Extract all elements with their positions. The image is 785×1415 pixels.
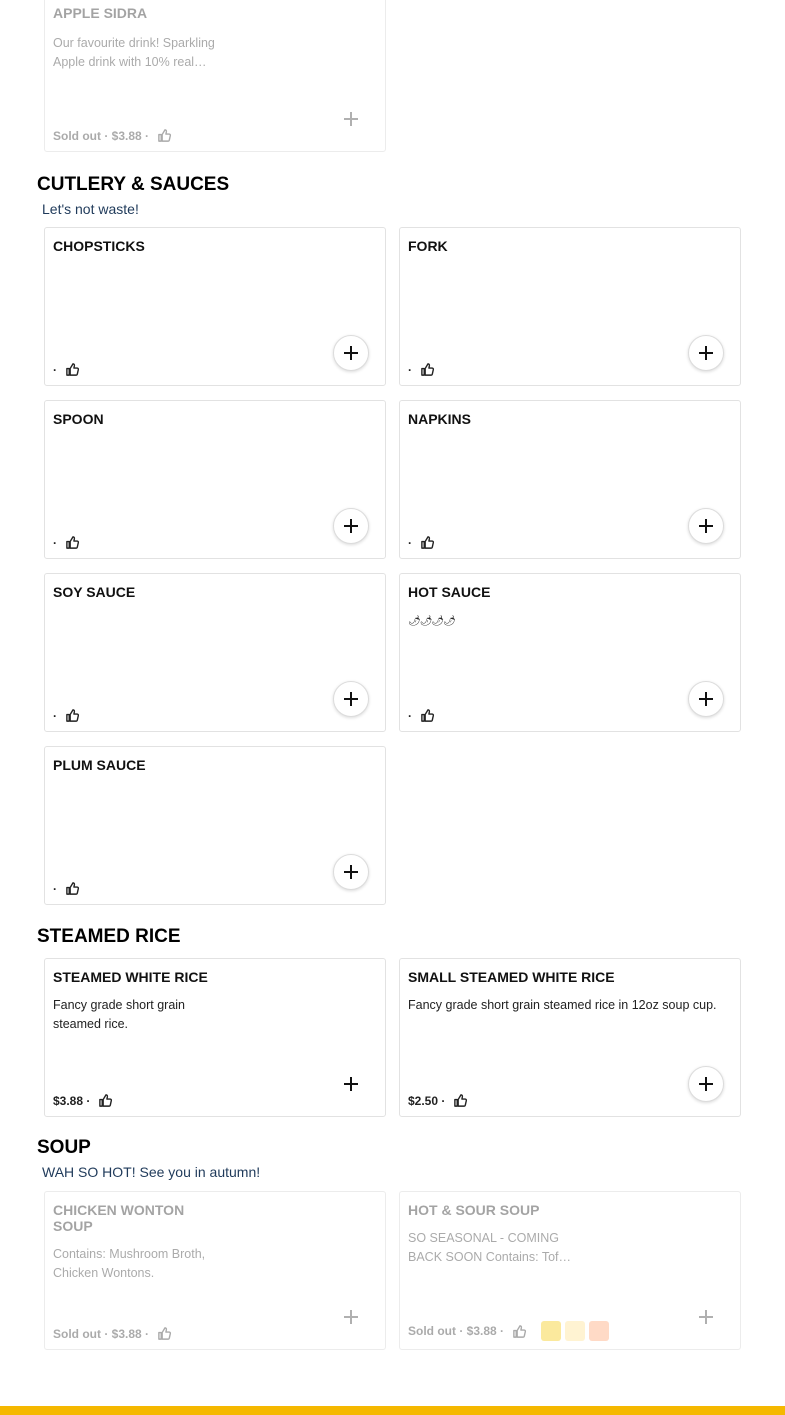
- section-title: CUTLERY & SAUCES: [37, 174, 230, 195]
- plus-icon: [698, 345, 714, 361]
- menu-item-card[interactable]: [44, 573, 386, 732]
- section-title: STEAMED RICE: [37, 926, 181, 947]
- item-description: Contains: Mushroom Broth, Chicken Wontons.: [53, 1247, 206, 1280]
- item-description: Our favourite drink! Sparkling Apple drink with 10% real…: [53, 36, 215, 69]
- item-price: $2.50 ·: [408, 1093, 446, 1108]
- item-title: HOT & SOUR SOUP: [408, 1202, 540, 1218]
- menu-item-card[interactable]: [399, 400, 741, 559]
- thumbs-up-icon[interactable]: [157, 1326, 172, 1341]
- item-title: SMALL STEAMED WHITE RICE: [408, 969, 615, 985]
- add-to-cart-button[interactable]: [688, 681, 724, 717]
- menu-item-card[interactable]: [44, 400, 386, 559]
- item-price: ·: [53, 708, 57, 723]
- add-to-cart-button[interactable]: [333, 508, 369, 544]
- item-title: NAPKINS: [408, 411, 472, 427]
- menu-item-card[interactable]: [399, 1191, 741, 1350]
- add-to-cart-button[interactable]: [688, 1299, 724, 1335]
- item-meta: [53, 362, 80, 377]
- item-description: 🌶🌶🌶🌶: [408, 616, 455, 627]
- add-to-cart-button[interactable]: [333, 1299, 369, 1335]
- item-price: Sold out · $3.88 ·: [408, 1324, 505, 1338]
- item-description: Fancy grade short grain steamed rice.: [53, 998, 186, 1031]
- plus-icon: [343, 518, 359, 534]
- item-price: ·: [408, 535, 412, 550]
- plus-icon: [698, 1076, 714, 1092]
- item-meta: [408, 708, 435, 723]
- thumbs-up-icon[interactable]: [420, 708, 435, 723]
- add-to-cart-button[interactable]: [333, 101, 369, 137]
- plus-icon: [343, 864, 359, 880]
- item-description: SO SEASONAL - COMING BACK SOON Contains: Tof…: [408, 1231, 572, 1264]
- plus-icon: [343, 1309, 359, 1325]
- dietary-badges: [541, 1321, 609, 1341]
- item-title: PLUM SAUCE: [53, 757, 146, 773]
- add-to-cart-button[interactable]: [688, 1066, 724, 1102]
- add-to-cart-button[interactable]: [688, 335, 724, 371]
- item-price: Sold out · $3.88 ·: [53, 1326, 150, 1341]
- item-price: Sold out · $3.88 ·: [53, 128, 150, 143]
- item-meta: [408, 1321, 609, 1341]
- item-price: ·: [408, 362, 412, 377]
- plus-icon: [343, 691, 359, 707]
- item-meta: [408, 535, 435, 550]
- item-title: SOY SAUCE: [53, 584, 136, 600]
- footer-accent-bar: [0, 1406, 785, 1415]
- item-meta: [53, 128, 172, 143]
- badge-2-icon: [565, 1321, 585, 1341]
- menu-item-card[interactable]: [44, 958, 386, 1117]
- plus-icon: [698, 691, 714, 707]
- menu-item-card[interactable]: [399, 958, 741, 1117]
- item-price: ·: [53, 535, 57, 550]
- add-to-cart-button[interactable]: [333, 335, 369, 371]
- add-to-cart-button[interactable]: [333, 854, 369, 890]
- add-to-cart-button[interactable]: [688, 508, 724, 544]
- thumbs-up-icon[interactable]: [420, 535, 435, 550]
- menu-item-card[interactable]: [44, 1191, 386, 1350]
- menu-item-card[interactable]: [44, 746, 386, 905]
- thumbs-up-icon[interactable]: [65, 881, 80, 896]
- item-meta: [53, 1093, 113, 1108]
- menu-item-card[interactable]: [44, 227, 386, 386]
- thumbs-up-icon[interactable]: [420, 362, 435, 377]
- add-to-cart-button[interactable]: [333, 1066, 369, 1102]
- item-title: SPOON: [53, 411, 104, 427]
- item-title: CHOPSTICKS: [53, 238, 145, 254]
- item-price: $3.88 ·: [53, 1093, 91, 1108]
- thumbs-up-icon[interactable]: [157, 128, 172, 143]
- plus-icon: [698, 1309, 714, 1325]
- item-meta: [408, 362, 435, 377]
- plus-icon: [343, 111, 359, 127]
- menu-item-card[interactable]: [399, 227, 741, 386]
- thumbs-up-icon[interactable]: [98, 1093, 113, 1108]
- item-title: CHICKEN WONTON SOUP: [53, 1202, 185, 1234]
- thumbs-up-icon[interactable]: [512, 1324, 527, 1339]
- item-title: FORK: [408, 238, 448, 254]
- item-meta: [53, 708, 80, 723]
- menu-item-card[interactable]: [399, 573, 741, 732]
- thumbs-up-icon[interactable]: [65, 535, 80, 550]
- menu-item-card[interactable]: [44, 0, 386, 152]
- add-to-cart-button[interactable]: [333, 681, 369, 717]
- badge-3-icon: [589, 1321, 609, 1341]
- spicy-badge-icon: [541, 1321, 561, 1341]
- item-meta: [53, 1326, 172, 1341]
- item-price: ·: [53, 362, 57, 377]
- item-title: HOT SAUCE: [408, 584, 491, 600]
- item-meta: [53, 535, 80, 550]
- item-meta: [408, 1093, 468, 1108]
- item-description: Fancy grade short grain steamed rice in 12oz soup cup.: [408, 998, 717, 1012]
- item-title: STEAMED WHITE RICE: [53, 969, 208, 985]
- item-price: ·: [53, 881, 57, 896]
- plus-icon: [343, 345, 359, 361]
- item-meta: [53, 881, 80, 896]
- item-title: APPLE SIDRA: [53, 5, 148, 21]
- section-subtitle: Let's not waste!: [42, 201, 139, 217]
- section-subtitle: WAH SO HOT! See you in autumn!: [42, 1164, 261, 1180]
- thumbs-up-icon[interactable]: [453, 1093, 468, 1108]
- thumbs-up-icon[interactable]: [65, 362, 80, 377]
- plus-icon: [698, 518, 714, 534]
- item-price: ·: [408, 708, 412, 723]
- plus-icon: [343, 1076, 359, 1092]
- thumbs-up-icon[interactable]: [65, 708, 80, 723]
- section-title: SOUP: [37, 1137, 91, 1158]
